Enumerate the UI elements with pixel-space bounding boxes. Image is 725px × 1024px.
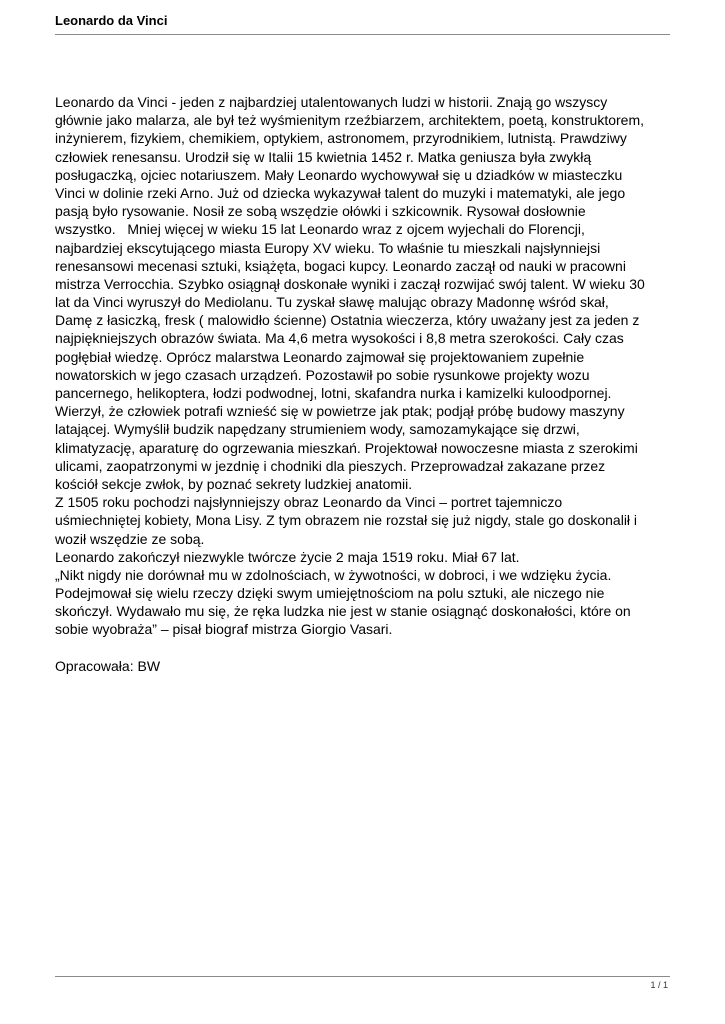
text-line: Z 1505 roku pochodzi najsłynniejszy obraz Leonardo da Vinci – portret tajemniczo — [55, 494, 563, 511]
text-line: renesansowi mecenasi sztuki, książęta, bogaci kupcy. Leonardo zaczął od nauki w pracowni — [55, 257, 626, 274]
document-title: Leonardo da Vinci — [55, 13, 168, 28]
text-line: mistrza Verrocchia. Szybko osiągnął doskonałe wyniki i zaczął rozwijać swój talent. W wieku 30 — [55, 275, 645, 292]
text-line: klimatyzację, aparaturę do ogrzewania mieszkań. Projektował nowoczesne miasta z szerokimi — [55, 439, 638, 456]
text-line: skończył. Wydawało mu się, że ręka ludzka nie jest w stanie osiągnąć doskonałości, które on — [55, 603, 631, 620]
text-line: pasją było rysowanie. Nosił ze sobą wszędzie ołówki i szkicownik. Rysował dosłownie — [55, 203, 586, 220]
paragraph-spacer — [55, 639, 675, 657]
text-line: najpiękniejszych obrazów świata. Ma 4,6 metra wysokości i 8,8 metra szerokości. Cały czas — [55, 330, 624, 347]
text-line: woził wszędzie ze sobą. — [55, 530, 205, 547]
text-line: „Nikt nigdy nie dorównał mu w zdolnościach, w żywotności, w dobroci, i we wdzięku życia. — [55, 566, 612, 583]
text-line: wszystko. Mniej więcej w wieku 15 lat Leonardo wraz z ojcem wyjechali do Florencji, — [55, 221, 585, 238]
text-line: uśmiechniętej kobiety, Mona Lisy. Z tym obrazem nie rozstał się już nigdy, stale go doskonalił i — [55, 512, 638, 529]
text-line: inżynierem, fizykiem, chemikiem, optykiem, astronomem, przyrodnikiem, lutnistą. Prawdziwy — [55, 130, 627, 147]
text-line: Damę z łasiczką, fresk ( malowidło ścienne) Ostatnia wieczerza, który uważany jest za jeden z — [55, 312, 640, 329]
text-line: kościół sekcje zwłok, by poznać sekrety ludzkiej anatomii. — [55, 475, 413, 492]
text-line: najbardziej ekscytującego miasta Europy XV wieku. To właśnie tu mieszkali najsłynniejsi — [55, 239, 601, 256]
text-line: sobie wyobraża” – pisał biograf mistrza Giorgio Vasari. — [55, 621, 393, 638]
page-header — [55, 12, 670, 35]
text-line: Vinci w dolinie rzeki Arno. Już od dziecka wykazywał talent do muzyki i matematyki, ale jego — [55, 184, 626, 201]
page-footer — [55, 976, 670, 991]
text-line: pogłębiał wiedzę. Oprócz malarstwa Leonardo zajmował się projektowaniem zupełnie — [55, 348, 585, 365]
text-line: Podejmował się wielu rzeczy dzięki swym umiejętnościom na polu sztuki, ale niczego nie — [55, 585, 605, 602]
author-signature: Opracowała: BW — [55, 657, 161, 674]
text-line: człowiek renesansu. Urodził się w Italii 15 kwietnia 1452 r. Matka geniusza była zwykłą — [55, 148, 592, 165]
text-line: lat da Vinci wyruszył do Mediolanu. Tu zyskał sławę malując obrazy Madonnę wśród skał, — [55, 294, 609, 311]
text-line: głównie jako malarza, ale był też wyśmienitym rzeźbiarzem, architektem, poetą, konstruktorem, — [55, 112, 644, 129]
page-number: 1 / 1 — [650, 980, 668, 990]
article-body — [55, 93, 675, 675]
text-line: Leonardo zakończył niezwykle twórcze życie 2 maja 1519 roku. Miał 67 lat. — [55, 548, 520, 565]
text-line: latającej. Wymyślił budzik napędzany strumieniem wody, samozamykające się drzwi, — [55, 421, 580, 438]
text-line: ulicami, zaopatrzonymi w jezdnię i chodniki dla pieszych. Przeprowadzał zakazane przez — [55, 457, 606, 474]
text-line: Leonardo da Vinci - jeden z najbardziej utalentowanych ludzi w historii. Znają go wszyscy — [55, 94, 608, 110]
text-line: posługaczką, ojciec notariuszem. Mały Leonardo wychowywał się u dziadków w miasteczku — [55, 166, 623, 183]
text-line: pancernego, helikoptera, łodzi podwodnej, lotni, skafandra nurka i kamizelki kuloodpornej. — [55, 385, 612, 401]
text-line: nowatorskich w jego czasach urządzeń. Pozostawił po sobie rysunkowe projekty wozu — [55, 366, 590, 383]
text-line: Wierzył, że człowiek potrafi wznieść się w powietrze jak ptak; podjął próbę budowy maszyny — [55, 403, 625, 420]
